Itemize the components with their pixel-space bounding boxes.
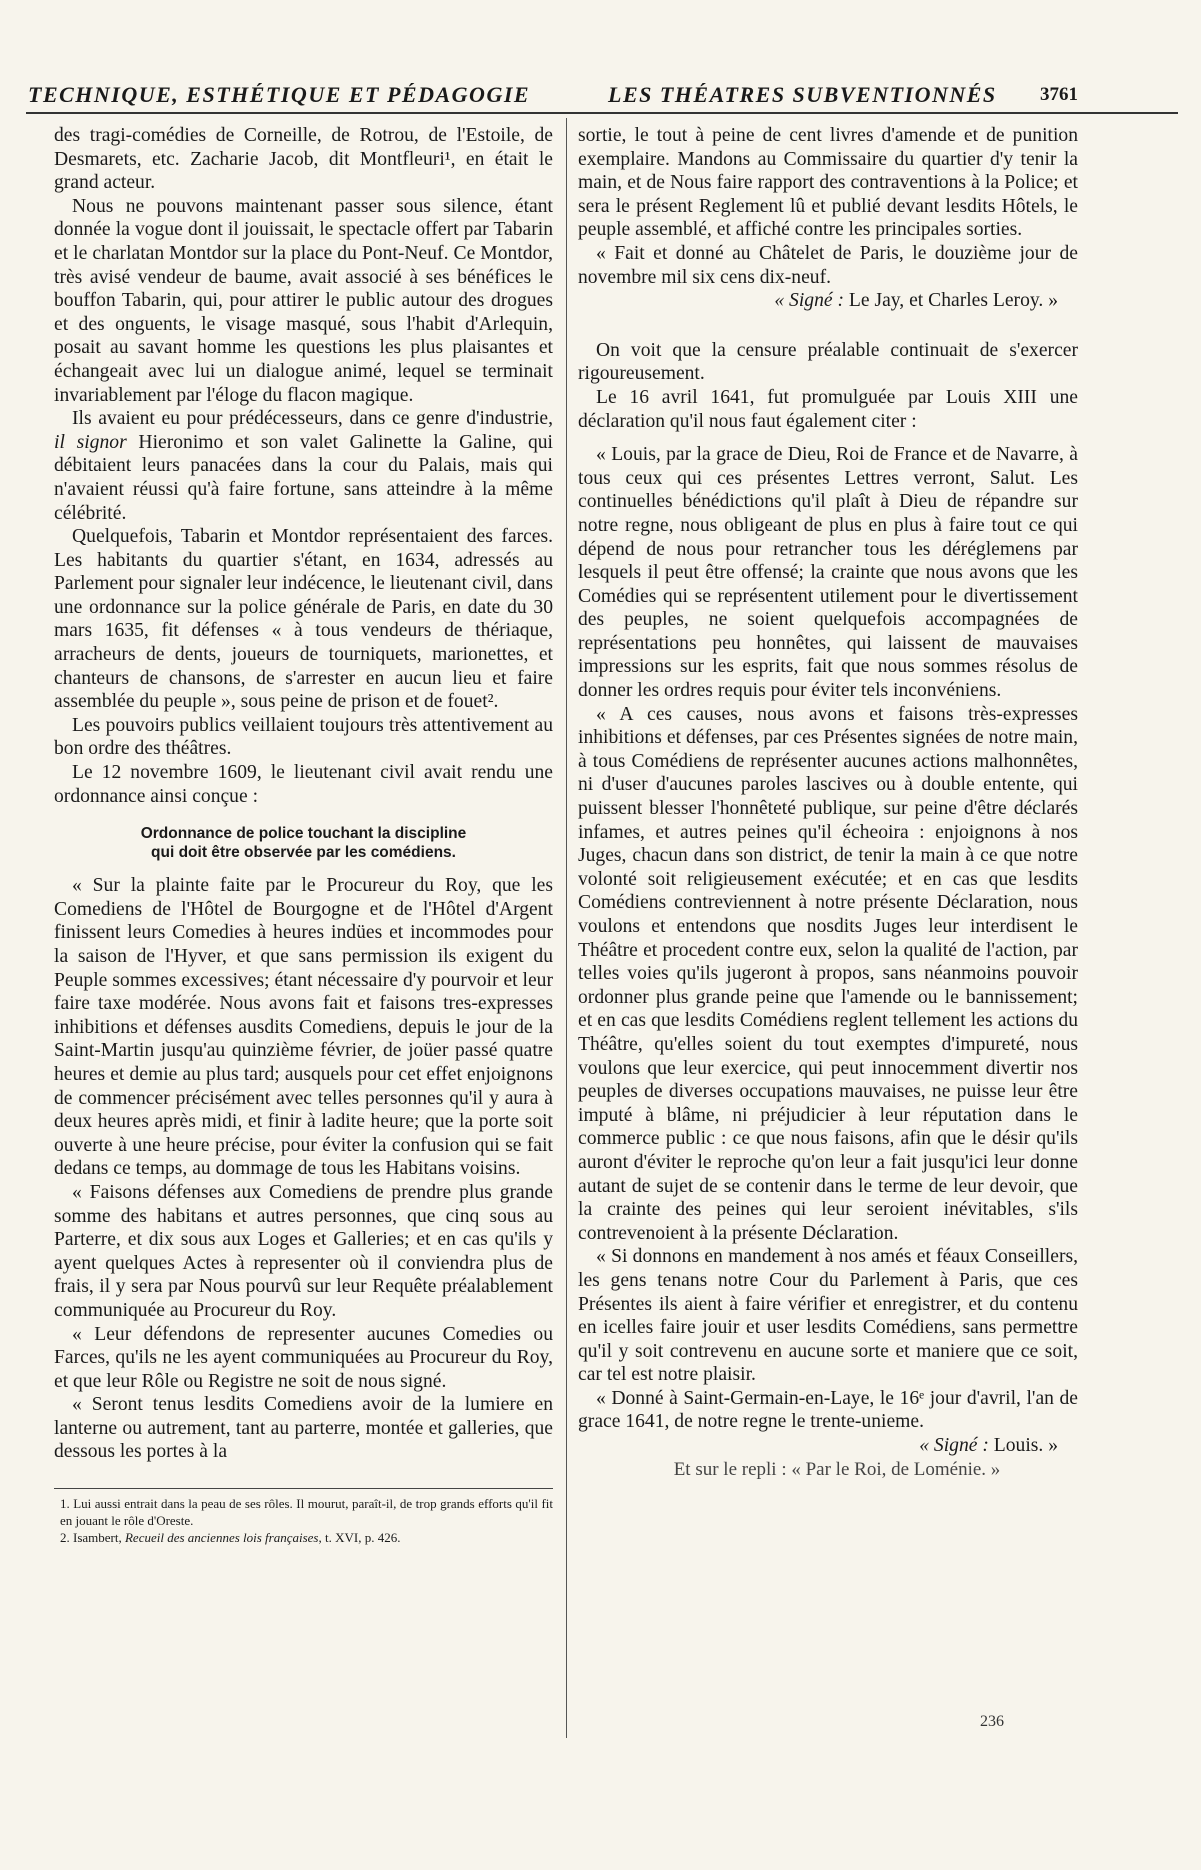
column-divider: [566, 118, 567, 1738]
quote-paragraph: « Fait et donné au Châtelet de Paris, le douzième jour de novembre mil six cens dix-neuf.: [578, 242, 1078, 288]
folio-number: 236: [980, 1713, 1004, 1730]
section-title-line: Ordonnance de police touchant la discipline: [140, 825, 467, 843]
text-span: 2. Isambert,: [60, 1530, 125, 1546]
footnote: [54, 1529, 553, 1546]
quote-paragraph: « Faisons défenses aux Comediens de prendre plus grande somme des habitans et autres personnes, que cinq sous au Parterre, et dix sous aux Loges et Galleries; et en cas qu'ils y ayent quelques Actes à representer où il conviendra plus de frais, il y sera par Nous pourvû sur leur Requête préalablement communiquée au Procureur du Roy.: [54, 1181, 553, 1321]
text-span: Ils avaient eu pour prédécesseurs, dans ce genre d'industrie,: [72, 408, 553, 430]
running-header-right: LES THÉATRES SUBVENTIONNÉS: [608, 82, 997, 107]
quote-paragraph: « A ces causes, nous avons et faisons très-expresses inhibitions et défenses, par ces Présentes signées de notre main, à tous Comédiens de représenter aucunes actions malhonnêtes, ni d'user d'aucunes paroles lascives ou à double entente, qui puissent blesser l'honnêteté publique, sur peine d'être déclarés infames, et autres peines qu'il écheoira : enjoignons à nos Juges, chacun dans son district, de tenir la main à ce que notre volonté soit religieusement exécutée; et en cas que lesdits Comédiens contreviennent à notre présente Déclaration, nous voulons et entendons que nosdits Juges leur interdisent le Théâtre et procedent contre eux, selon la qualité de l'action, par telles voies qu'ils jugeront à propos, sans néanmoins pouvoir ordonner plus grande peine que l'amende ou le bannissement; et en cas que lesdits Comédiens reglent tellement les actions du Théâtre, qu'elles soient du tout exemptes d'impureté, nous voulons que leur exercice, qui peut innocemment divertir nos peuples de diverses occupations mauvaises, ne puisse leur être imputé à blâme, ni préjudicier à leur réputation dans le commerce public : ce que nous faisons, afin que le désir qu'ils auront d'éviter le reproche qu'on leur a fait jusqu'ici leur donne autant de sujet de se contenir dans le terme de leur devoir, que la crainte des peines qui leur seroient inévitables, s'ils contrevenoient à la présente Déclaration.: [578, 703, 1078, 1244]
quote-paragraph: « Seront tenus lesdits Comediens avoir de la lumiere en lanterne ou autrement, tant au parterre, montée et galleries, que dessous les portes à la: [54, 1394, 553, 1463]
left-column: [54, 124, 553, 1546]
signature-label: « Signé :: [774, 290, 844, 312]
spacer: [578, 433, 1078, 443]
italic-text: Recueil des anciennes lois françaises: [124, 1530, 319, 1546]
quote-paragraph: « Leur défendons de representer aucunes Comedies ou Farces, qu'ils ne les ayent communiquées au Procureur du Roy, et que leur Rôle ou Registre ne soit de nous signé.: [54, 1323, 553, 1392]
quote-paragraph: « Sur la plainte faite par le Procureur du Roy, que les Comediens de l'Hôtel de Bourgogne et de l'Hôtel d'Argent finissent leurs Comedies à heures indües et incommodes pour la saison de l'Hyver, et que sans permission ils exigent du Peuple sommes excessives; étant nécessaire d'y pourvoir et leur faire taxe modérée. Nous avons fait et faisons tres-expresses inhibitions et défenses ausdits Comediens, depuis le jour de la Saint-Martin jusqu'au quinzième février, de joüer passé quatre heures et demie au plus tard; ausquels pour cet effet enjoignons de commencer précisément avec telles personnes qu'il y aura à deux heures après midi, et finir à ladite heure; que la porte soit ouverte à une heure précise, pour éviter la confusion qui se fait dedans ce temps, au dommage de tous les Habitans voisins.: [54, 875, 553, 1180]
section-title-line: qui doit être observée par les comédiens.: [151, 844, 456, 862]
header-page-number: 3761: [1040, 84, 1078, 105]
paragraph: Nous ne pouvons maintenant passer sous silence, étant donnée la vogue dont il jouissait, le spectacle offert par Tabarin et le charlatan Montdor sur la place du Pont-Neuf. Ce Montdor, très avisé vendeur de baume, avait associé à ses bénéfices le bouffon Tabarin, qui, pour attirer le public autour des drogues et des onguents, le visage masqué, sous l'habit d'Arlequin, posait au savant homme les questions les plus plaisantes et échangeait avec lui un dialogue animé, lequel se terminait invariablement par l'éloge du flacon magique.: [54, 195, 553, 406]
signature-line: [578, 289, 1078, 313]
signature-names: Louis. »: [988, 1435, 1058, 1457]
text-span: Hieronimo et son valet Galinette la Galine, qui débitaient leurs panacées dans la cour du Palais, mais qui n'avaient réussi qu'à faire fortune, sans atteindre à la même célébrité.: [54, 431, 553, 524]
text-span: , t. XVI, p. 426.: [318, 1530, 401, 1546]
signature-label: « Signé :: [919, 1435, 989, 1457]
right-column: [578, 124, 1078, 1481]
signature-line: [578, 1434, 1078, 1458]
paragraph: On voit que la censure préalable continuait de s'exercer rigoureusement.: [578, 339, 1078, 385]
paragraph: Les pouvoirs publics veillaient toujours très attentivement au bon ordre des théâtres.: [54, 714, 553, 760]
footnote-rule: [54, 1488, 553, 1489]
paragraph: Le 16 avril 1641, fut promulguée par Louis XIII une déclaration qu'il nous faut également citer :: [578, 386, 1078, 432]
footnote: 1. Lui aussi entrait dans la peau de ses rôles. Il mourut, paraît-il, de trop grands efforts qu'il fit en jouant le rôle d'Oreste.: [60, 1496, 553, 1529]
paragraph: Quelquefois, Tabarin et Montdor représentaient des farces. Les habitants du quartier s'étant, en 1634, adressés au Parlement pour signaler leur indécence, le lieutenant civil, dans une ordonnance sur la police générale de Paris, en date du 30 mars 1635, fit défenses « à tous vendeurs de thériaque, arracheurs de dents, joueurs de tourniquets, marionettes, et chanteurs de chansons, de s'arrester en aucun lieu et faire assemblée du peuple », sous peine de prison et de fouet².: [54, 526, 553, 713]
paragraph: Le 12 novembre 1609, le lieutenant civil avait rendu une ordonnance ainsi conçue :: [54, 762, 553, 807]
spacer: [578, 313, 1078, 339]
running-header-left: TECHNIQUE, ESTHÉTIQUE ET PÉDAGOGIE: [28, 82, 531, 107]
paragraph: [54, 407, 553, 525]
quote-paragraph: « Si donnons en mandement à nos amés et féaux Conseillers, les gens tenans notre Cour du Parlement à Paris, que ces Présentes ils aient à faire vérifier et enregistrer, et du contenu en icelles faire jouir et user lesdits Comédiens, sans permettre qu'il y soit contrevenu en aucune sorte et maniere que ce soit, car tel est notre plaisir.: [578, 1246, 1078, 1386]
signature-names: Le Jay, et Charles Leroy. »: [844, 290, 1058, 312]
header-rule: [26, 112, 1178, 114]
paragraph: sortie, le tout à peine de cent livres d'amende et de punition exemplaire. Mandons au Commissaire du quartier d'y tenir la main, et de Nous faire rapport des contraventions à la Police; et sera le présent Reglement lû et publié devant lesdits Hôtels, le peuple assemblé, et affiché contre les principales sorties.: [578, 125, 1078, 241]
quote-paragraph: « Donné à Saint-Germain-en-Laye, le 16ᵉ jour d'avril, l'an de grace 1641, de notre regne le trente-unieme.: [578, 1387, 1078, 1433]
italic-text: il signor: [54, 431, 127, 453]
section-title: [54, 824, 553, 862]
quote-paragraph: « Louis, par la grace de Dieu, Roi de France et de Navarre, à tous ceux qui ces présentes Lettres verront, Salut. Les continuelles bénédictions qu'il plaît à Dieu de répandre sur notre regne, nous obligeant de plus en plus à faire tout ce qui dépend de nous pour retrancher tous les déréglemens par lesquels il peut être offensé; la crainte que nous avons que les Comédies qui se représentent utilement pour le divertissement des peuples, ne soient quelquefois accompagnées de représentations peu honnêtes, qui laissent de mauvaises impressions sur les esprits, fait que nous sommes résolus de donner les ordres requis pour éviter tels inconvéniens.: [578, 444, 1078, 702]
replique-line: Et sur le repli : « Par le Roi, de Loménie. »: [673, 1458, 1001, 1480]
paragraph: des tragi-comédies de Corneille, de Rotrou, de l'Estoile, de Desmarets, etc. Zacharie Jacob, dit Montfleuri¹, en était le grand acteur.: [54, 125, 553, 194]
